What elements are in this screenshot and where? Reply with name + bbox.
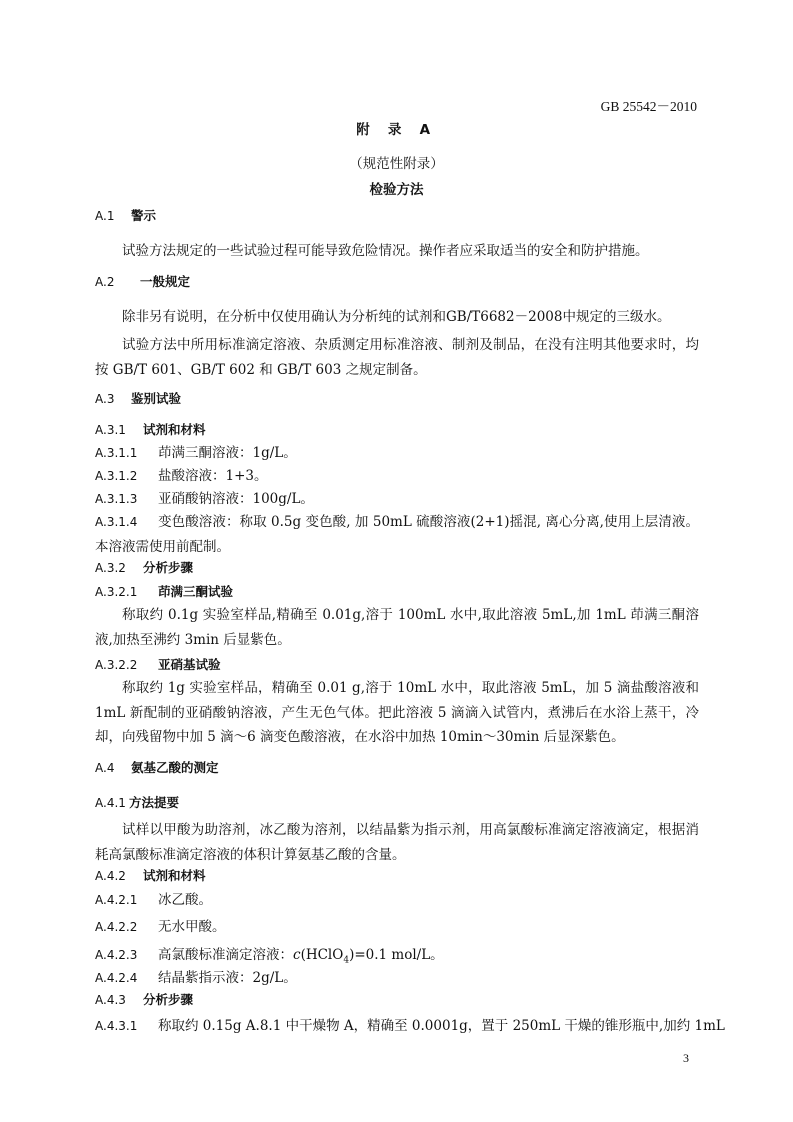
standard-number: GB 25542－2010 xyxy=(600,99,697,114)
item-a311: A.3.1.1 茚满三酮溶液：1g/L。 xyxy=(95,445,297,461)
appendix-subject: 检验方法 xyxy=(369,182,424,198)
item-a313: A.3.1.3 亚硝酸钠溶液：100g/L。 xyxy=(95,491,314,507)
heading-a41: A.4.1 方法提要 xyxy=(95,795,180,810)
para-a322: 称取约 1g 实验室样品，精确至 0.01 g,溶于 10mL 水中，取此溶液 5mL，加 5 滴盐酸溶液和 1mL 新配制的亚硝酸钠溶液，产生无色气体。把此溶液 5 滴滴入试管内，煮沸后在水浴上蒸干，冷却，向残留物中加 5 滴～6 滴变色酸溶液，在水浴中加热 10min～30min 后显深紫色。 xyxy=(95,680,699,745)
heading-a42: A.4.2 试剂和材料 xyxy=(95,868,206,883)
item-a314: A.3.1.4 变色酸溶液：称取 0.5g 变色酸, 加 50mL 硫酸溶液(2+1)摇混, 离心分离,使用上层清液。本溶液需使用前配制。 xyxy=(95,514,699,555)
heading-a321: A.3.2.1 茚满三酮试验 xyxy=(95,584,234,599)
heading-a322: A.3.2.2 亚硝基试验 xyxy=(95,657,221,672)
para-a1: 试验方法规定的一些试验过程可能导致危险情况。操作者应采取适当的安全和防护措施。 xyxy=(122,243,649,259)
para-a321: 称取约 0.1g 实验室样品,精确至 0.01g,溶于 100mL 水中,取此溶液 5mL,加 1mL 茚满三酮溶液,加热至沸约 3min 后显紫色。 xyxy=(95,607,699,648)
item-a423: A.4.2.3 高氯酸标准滴定溶液：c(HClO$_4$)=0.1 mol/L。 xyxy=(95,947,444,966)
heading-a43: A.4.3 分析步骤 xyxy=(95,992,194,1007)
item-a431: A.4.3.1 称取约 0.15g A.8.1 中干燥物 A，精确至 0.0001g，置于 250mL 干燥的锥形瓶中,加约 1mL xyxy=(95,1018,725,1034)
heading-a4: A.4 氨基乙酸的测定 xyxy=(95,760,219,775)
item-a422: A.4.2.2 无水甲酸。 xyxy=(95,919,226,935)
item-a312: A.3.1.2 盐酸溶液：1+3。 xyxy=(95,468,268,484)
appendix-title: 附 录 A xyxy=(356,122,437,138)
heading-a2: A.2 一般规定 xyxy=(95,274,191,289)
para-a2-1: 除非另有说明，在分析中仅使用确认为分析纯的试剂和GB/T6682－2008中规定的三级水。 xyxy=(122,309,671,325)
heading-a32: A.3.2 分析步骤 xyxy=(95,560,194,575)
item-a421: A.4.2.1 冰乙酸。 xyxy=(95,892,212,908)
heading-a3: A.3 鉴别试验 xyxy=(95,391,182,406)
heading-a31: A.3.1 试剂和材料 xyxy=(95,422,206,437)
item-a424: A.4.2.4 结晶紫指示液：2g/L。 xyxy=(95,970,297,986)
appendix-nature: （规范性附录） xyxy=(349,156,444,172)
para-a41: 试样以甲酸为助溶剂，冰乙酸为溶剂，以结晶紫为指示剂，用高氯酸标准滴定溶液滴定，根据消耗高氯酸标准滴定溶液的体积计算氨基乙酸的含量。 xyxy=(95,822,699,863)
page-number: 3 xyxy=(683,1051,689,1065)
para-a2-2: 试验方法中所用标准滴定溶液、杂质测定用标准溶液、制剂及制品，在没有注明其他要求时，均按 GB/T 601、GB/T 602 和 GB/T 603 之规定制备。 xyxy=(95,337,699,378)
heading-a1: A.1 警示 xyxy=(95,208,157,223)
